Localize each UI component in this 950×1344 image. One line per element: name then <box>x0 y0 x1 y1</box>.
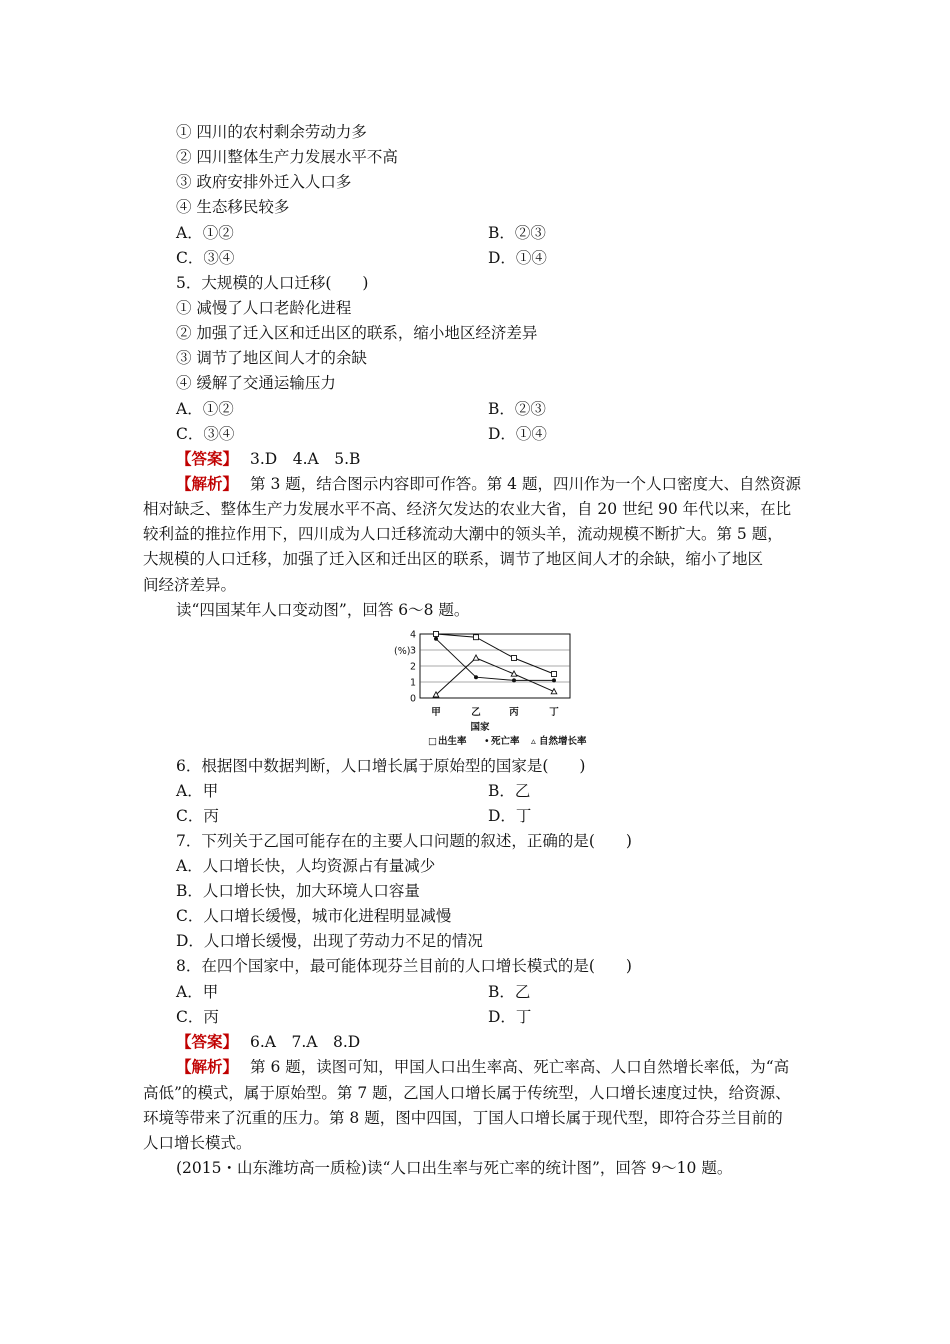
q4-option-a: A．①② <box>176 224 234 242</box>
data-point-triangle <box>473 655 479 660</box>
data-point-square <box>474 635 479 640</box>
q6-option-c: C．丙 <box>176 807 219 825</box>
series-line-0 <box>436 634 554 674</box>
analysis-2-line-3: 环境等带来了沉重的压力。第 8 题，图中四国，丁国人口增长属于现代型，即符合芬兰目前的 <box>143 1109 783 1127</box>
q5-item-1: ① 减慢了人口老龄化进程 <box>176 299 352 317</box>
y-tick-label: 0 <box>409 693 416 705</box>
analysis-1-line-3: 较利益的推拉作用下，四川成为人口迁移流动大潮中的领头羊，流动规模不断扩大。第 5 题， <box>143 525 783 543</box>
q5-item-4: ④ 缓解了交通运输压力 <box>176 374 336 392</box>
analysis-2-line-1 <box>176 1057 789 1077</box>
q5-option-a: A．①② <box>176 400 234 418</box>
series-line-1 <box>436 639 554 681</box>
analysis-text-2: 第 6 题，读图可知，甲国人口出生率高、死亡率高、人口自然增长率低，为“高 <box>250 1058 790 1076</box>
data-point-dot <box>434 637 438 641</box>
q6-option-b: B．乙 <box>488 782 531 800</box>
analysis-1-line-1 <box>176 474 801 494</box>
series-line-2 <box>436 658 554 695</box>
legend-death-rate: 死亡率 <box>491 736 520 747</box>
q5-option-c: C．③④ <box>176 425 235 443</box>
answer-block-1 <box>176 449 360 469</box>
analysis-1-line-2: 相对缺乏、整体生产力发展水平不高、经济欠发达的农业大省，自 20 世纪 90 年代以来，在比 <box>143 500 792 518</box>
q7-option-d: D．人口增长缓慢，出现了劳动力不足的情况 <box>176 932 483 950</box>
q5-option-d: D．①④ <box>488 425 547 443</box>
q7-option-a: A．人口增长快，人均资源占有量减少 <box>176 857 436 875</box>
y-tick-label: 4 <box>409 629 416 641</box>
x-tick-label: 甲 <box>431 707 441 718</box>
legend-mark-growth: ▵ <box>531 736 536 747</box>
analysis-tag-2: 【解析】 <box>176 1057 239 1076</box>
q4-option-c: C．③④ <box>176 249 235 267</box>
chart-ylabel: (%) <box>394 646 411 657</box>
q4-item-1: ① 四川的农村剩余劳动力多 <box>176 123 367 141</box>
analysis-tag: 【解析】 <box>176 474 239 493</box>
q8-stem: 8．在四个国家中，最可能体现芬兰目前的人口增长模式的是( ) <box>176 957 632 975</box>
read-instruction-2: (2015・山东潍坊高一质检)读“人口出生率与死亡率的统计图”，回答 9～10 题。 <box>176 1159 733 1177</box>
analysis-2-line-2: 高低”的模式，属于原始型。第 7 题，乙国人口增长属于传统型，人口增长速度过快，给资源、 <box>143 1084 791 1102</box>
legend-mark-birth: □ <box>428 736 437 747</box>
q6-stem: 6．根据图中数据判断，人口增长属于原始型的国家是( ) <box>176 757 586 775</box>
y-tick-label: 1 <box>409 677 416 689</box>
q5-stem: 5．大规模的人口迁移( ) <box>176 274 369 292</box>
q4-option-d: D．①④ <box>488 249 547 267</box>
population-change-chart <box>364 626 600 748</box>
data-point-square <box>512 656 517 661</box>
q5-option-b: B．②③ <box>488 400 546 418</box>
q8-option-a: A．甲 <box>176 983 219 1001</box>
data-point-dot <box>552 678 556 682</box>
q7-option-c: C．人口增长缓慢，城市化进程明显减慢 <box>176 907 452 925</box>
legend-birth-rate: 出生率 <box>438 736 467 747</box>
legend-natural-growth-rate: 自然增长率 <box>539 736 587 747</box>
q8-option-c: C．丙 <box>176 1008 219 1026</box>
q7-stem: 7．下列关于乙国可能存在的主要人口问题的叙述，正确的是( ) <box>176 832 632 850</box>
q7-option-b: B．人口增长快，加大环境人口容量 <box>176 882 420 900</box>
legend-mark-death: • <box>484 736 490 747</box>
q4-item-2: ② 四川整体生产力发展水平不高 <box>176 148 398 166</box>
answer-text-2: 6.A 7.A 8.D <box>250 1033 361 1051</box>
y-tick-label: 2 <box>409 661 416 673</box>
analysis-1-line-5: 间经济差异。 <box>143 576 237 594</box>
analysis-1-line-4: 大规模的人口迁移，加强了迁入区和迁出区的联系，调节了地区间人才的余缺，缩小了地区 <box>143 550 764 568</box>
q5-item-2: ② 加强了迁入区和迁出区的联系，缩小地区经济差异 <box>176 324 538 342</box>
q8-option-d: D．丁 <box>488 1008 532 1026</box>
q8-option-b: B．乙 <box>488 983 531 1001</box>
q4-option-b: B．②③ <box>488 224 546 242</box>
read-instruction-1: 读“四国某年人口变动图”，回答 6～8 题。 <box>176 601 470 619</box>
q4-item-4: ④ 生态移民较多 <box>176 198 290 216</box>
q6-option-d: D．丁 <box>488 807 532 825</box>
answer-tag-2: 【答案】 <box>176 1032 239 1051</box>
x-tick-label: 丁 <box>549 707 559 718</box>
data-point-square <box>434 632 439 637</box>
chart-xlabel: 国家 <box>470 722 490 733</box>
chart-svg <box>364 626 600 748</box>
q6-option-a: A．甲 <box>176 782 219 800</box>
q5-item-3: ③ 调节了地区间人才的余缺 <box>176 349 367 367</box>
q4-item-3: ③ 政府安排外迁入人口多 <box>176 173 352 191</box>
x-tick-label: 丙 <box>509 707 519 718</box>
data-point-square <box>552 672 557 677</box>
analysis-text: 第 3 题，结合图示内容即可作答。第 4 题，四川作为一个人口密度大、自然资源 <box>250 475 801 493</box>
y-tick-label: 3 <box>409 645 416 657</box>
data-point-dot <box>512 678 516 682</box>
x-tick-label: 乙 <box>471 707 481 718</box>
answer-text: 3.D 4.A 5.B <box>250 450 361 468</box>
answer-tag: 【答案】 <box>176 449 239 468</box>
analysis-2-line-4: 人口增长模式。 <box>143 1134 252 1152</box>
answer-block-2 <box>176 1032 360 1052</box>
data-point-dot <box>474 675 478 679</box>
